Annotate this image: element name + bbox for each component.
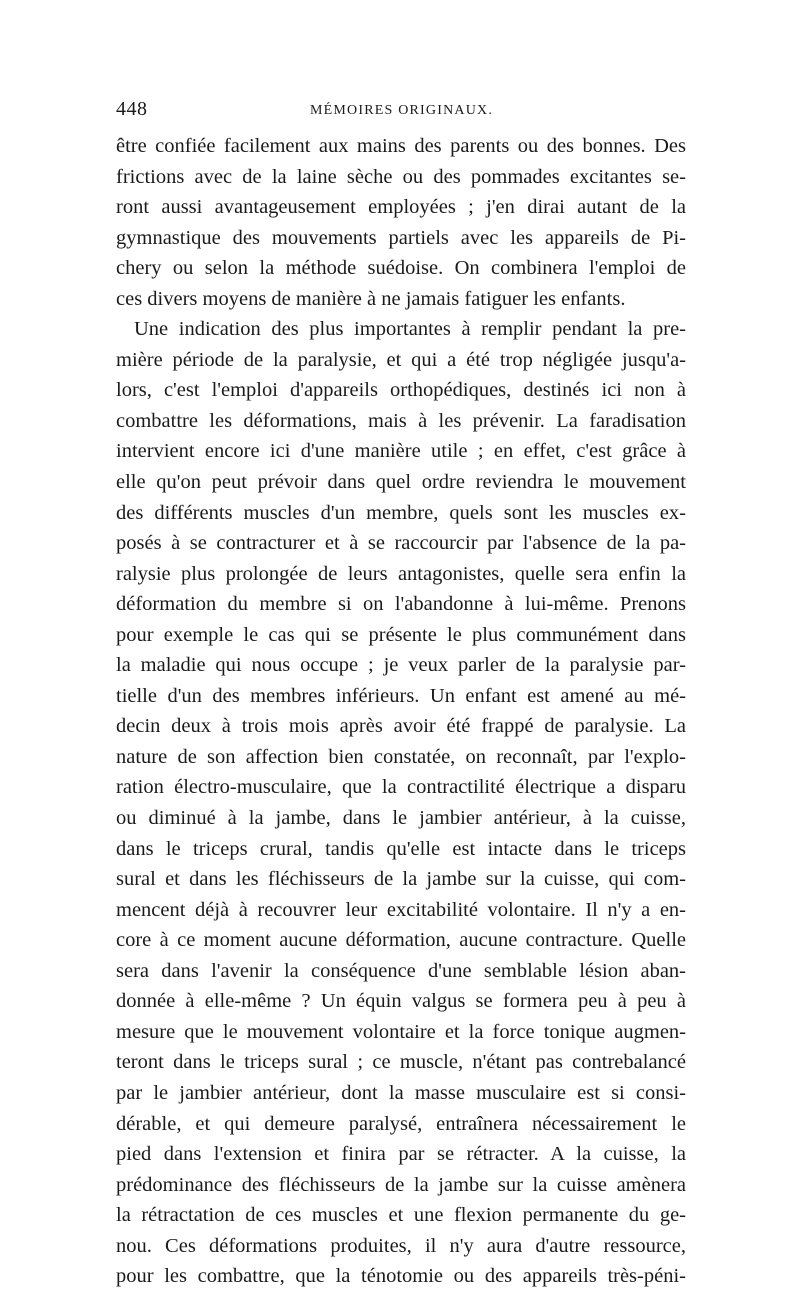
text-line: ralysie plus prolongée de leurs antagonistes, quelle sera enfin la (116, 562, 686, 585)
page-header (116, 98, 686, 124)
text-line: tielle d'un des membres inférieurs. Un enfant est amené au mé- (116, 684, 686, 707)
page-number: 448 (116, 98, 148, 120)
text-line: sera dans l'avenir la conséquence d'une semblable lésion aban- (116, 959, 686, 982)
running-head: MÉMOIRES ORIGINAUX. (310, 103, 494, 118)
text-line: dérable, et qui demeure paralysé, entraînera nécessairement le (116, 1112, 686, 1135)
text-line: lors, c'est l'emploi d'appareils orthopédiques, destinés ici non à (116, 379, 686, 402)
text-line: gymnastique des mouvements partiels avec les appareils de Pi- (116, 226, 686, 249)
text-line: par le jambier antérieur, dont la masse musculaire est si consi- (116, 1081, 686, 1104)
text-line: mencent déjà à recouvrer leur excitabilité volontaire. Il n'y a en- (116, 898, 686, 921)
text-line: core à ce moment aucune déformation, aucune contracture. Quelle (116, 929, 686, 952)
text-line: mière période de la paralysie, et qui a été trop négligée jusqu'a- (116, 348, 686, 371)
text-line: déformation du membre si on l'abandonne à lui-même. Prenons (116, 593, 686, 616)
text-line: donnée à elle-même ? Un équin valgus se formera peu à peu à (116, 990, 686, 1013)
text-line: Une indication des plus importantes à remplir pendant la pre- (134, 318, 686, 341)
text-line: teront dans le triceps sural ; ce muscle, n'étant pas contrebalancé (116, 1051, 686, 1074)
text-line: des différents muscles d'un membre, quels sont les muscles ex- (116, 501, 686, 524)
text-line: mesure que le mouvement volontaire et la force tonique augmen- (116, 1020, 686, 1043)
text-line: pour exemple le cas qui se présente le plus communément dans (116, 623, 686, 646)
text-line: intervient encore ici d'une manière utile ; en effet, c'est grâce à (116, 440, 686, 463)
text-line: posés à se contracturer et à se raccourcir par l'absence de la pa- (116, 532, 686, 555)
text-line: nature de son affection bien constatée, on reconnaît, par l'explo- (116, 745, 686, 768)
text-line: ration électro-musculaire, que la contractilité électrique a disparu (116, 776, 686, 799)
text-line: nou. Ces déformations produites, il n'y aura d'autre ressource, (116, 1234, 686, 1257)
text-line: chery ou selon la méthode suédoise. On combinera l'emploi de (116, 257, 686, 280)
text-line: la rétractation de ces muscles et une flexion permanente du ge- (116, 1204, 686, 1227)
text-line: combattre les déformations, mais à les prévenir. La faradisation (116, 409, 686, 432)
text-line: pied dans l'extension et finira par se rétracter. A la cuisse, la (116, 1143, 686, 1166)
body-text (116, 131, 686, 1292)
text-line: prédominance des fléchisseurs de la jambe sur la cuisse amènera (116, 1173, 686, 1196)
text-line: frictions avec de la laine sèche ou des pommades excitantes se- (116, 165, 686, 188)
text-line: sural et dans les fléchisseurs de la jambe sur la cuisse, qui com- (116, 868, 686, 891)
text-line: pour les combattre, que la ténotomie ou des appareils très-péni- (116, 1265, 686, 1288)
text-line: elle qu'on peut prévoir dans quel ordre reviendra le mouvement (116, 471, 686, 494)
text-line: ou diminué à la jambe, dans le jambier antérieur, à la cuisse, (116, 807, 686, 830)
text-line: decin deux à trois mois après avoir été frappé de paralysie. La (116, 715, 686, 738)
text-line: la maladie qui nous occupe ; je veux parler de la paralysie par- (116, 654, 686, 677)
text-line: dans le triceps crural, tandis qu'elle est intacte dans le triceps (116, 837, 686, 860)
text-line: ces divers moyens de manière à ne jamais fatiguer les enfants. (116, 287, 626, 310)
text-line: être confiée facilement aux mains des parents ou des bonnes. Des (116, 135, 686, 157)
text-line: ront aussi avantageusement employées ; j'en dirai autant de la (116, 196, 686, 219)
